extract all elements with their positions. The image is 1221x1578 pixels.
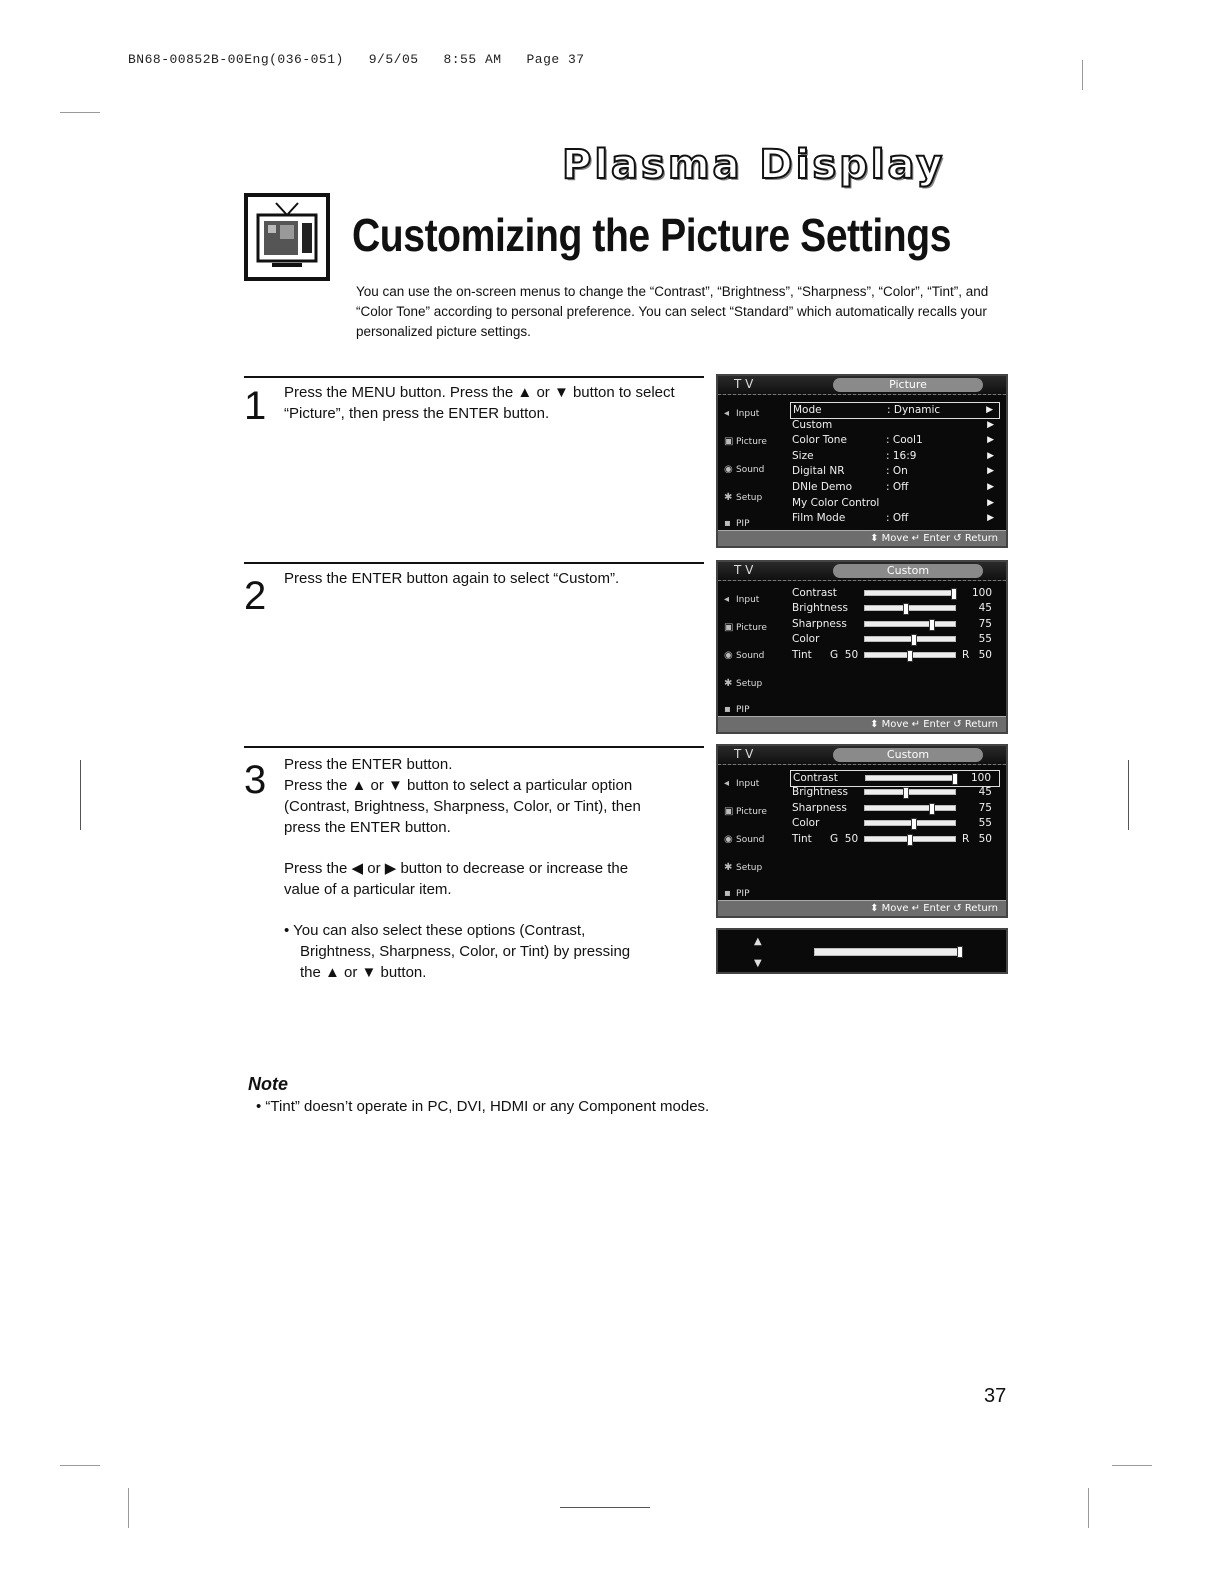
osd-side-setup: ✱ Setup	[724, 492, 763, 503]
level-bar	[864, 605, 956, 611]
step-text-line: “Picture”, then press the ENTER button.	[284, 405, 550, 422]
osd-nav-hint: ⬍ Move ↵ Enter ↺ Return	[718, 900, 1006, 916]
osd-tab: Custom	[833, 748, 983, 762]
step-text-line: Press the ▲ or ▼ button to select a particular option	[284, 777, 633, 794]
brand-logo: Plasma Display	[562, 142, 946, 188]
step-number: 1	[244, 384, 267, 428]
osd-row-label: Color	[792, 817, 820, 830]
arrow-right-icon: ▶	[987, 450, 994, 461]
osd-side-input: ◂ Input	[724, 594, 760, 605]
osd-title-bar	[718, 746, 1006, 765]
osd-menu-row	[790, 496, 1000, 511]
step-text-line: (Contrast, Brightness, Sharpness, Color, or Tint), then	[284, 798, 641, 815]
osd-tab: Custom	[833, 564, 983, 578]
osd-side-pip: ▪ PIP	[724, 518, 750, 529]
level-bar	[864, 652, 956, 658]
osd-row-label: My Color Control	[792, 496, 880, 509]
osd-nav-hint: ⬍ Move ↵ Enter ↺ Return	[718, 716, 1006, 732]
slider-knob	[957, 946, 963, 958]
osd-title-bar	[718, 376, 1006, 395]
osd-menu-row	[790, 511, 1000, 526]
crop-mark	[60, 1465, 100, 1466]
tint-red-label: R	[962, 648, 970, 661]
crop-mark	[128, 1488, 129, 1528]
step-bullet-line: Brightness, Sharpness, Color, or Tint) by pressing	[300, 943, 631, 960]
slider-track	[814, 948, 962, 956]
osd-side-sound: ◉ Sound	[724, 464, 765, 475]
osd-row-label: Color	[792, 633, 820, 646]
osd-row-value: 100	[971, 587, 992, 599]
osd-row-label: Mode	[793, 404, 822, 416]
osd-side-pip: ▪ PIP	[724, 704, 750, 715]
arrow-right-icon: ▶	[987, 419, 994, 430]
level-knob	[911, 818, 917, 830]
osd-side-setup: ✱ Setup	[724, 862, 763, 873]
osd-row-label: Brightness	[792, 602, 848, 615]
step-bullet-line: the ▲ or ▼ button.	[300, 964, 427, 981]
level-bar	[865, 775, 957, 781]
step-divider	[244, 376, 704, 378]
step-divider	[244, 562, 704, 564]
osd-custom-menu-selected	[716, 744, 1008, 918]
osd-slider-row	[790, 632, 1000, 647]
step-bullet-line: • You can also select these options (Contrast,	[284, 922, 586, 939]
osd-slider-row	[790, 617, 1000, 632]
osd-row-value: : Cool1	[886, 434, 923, 447]
osd-row-value: 75	[978, 801, 992, 814]
osd-tv-label: T V	[734, 563, 754, 577]
osd-row-label: Brightness	[792, 786, 848, 799]
level-bar	[864, 590, 956, 596]
tint-green-label: G 50	[830, 648, 859, 661]
registration-mark	[1128, 760, 1129, 830]
osd-menu-row	[790, 464, 1000, 479]
osd-side-input: ◂ Input	[724, 408, 760, 419]
osd-row-label: Sharpness	[792, 801, 847, 814]
osd-row-value: 45	[978, 602, 992, 615]
osd-menu-row	[790, 433, 1000, 448]
tint-green-label: G 50	[830, 832, 859, 845]
down-arrow-icon: ▼	[754, 958, 762, 969]
level-bar	[864, 805, 956, 811]
osd-row-label: Contrast	[792, 587, 837, 599]
arrow-right-icon: ▶	[987, 482, 994, 492]
osd-slider-row-tint	[790, 832, 1000, 847]
osd-side-pip: ▪ PIP	[724, 888, 750, 899]
level-knob	[907, 650, 913, 662]
level-knob	[903, 603, 909, 615]
note-text: • “Tint” doesn’t operate in PC, DVI, HDMI or any Component modes.	[256, 1098, 710, 1115]
step-number: 2	[244, 574, 267, 618]
osd-row-value: : Off	[886, 512, 909, 525]
osd-slider-row-tint	[790, 648, 1000, 663]
osd-menu-row	[790, 480, 1000, 495]
level-knob	[929, 619, 935, 631]
crop-mark	[1112, 1465, 1152, 1466]
osd-side-setup: ✱ Setup	[724, 678, 763, 689]
page-number: 37	[984, 1385, 1007, 1407]
level-knob	[929, 803, 935, 815]
print-header: BN68-00852B-00Eng(036-051) 9/5/05 8:55 AM Page 37	[128, 52, 585, 67]
arrow-right-icon: ▶	[987, 513, 994, 524]
osd-tab: Picture	[833, 378, 983, 392]
osd-row-label: Film Mode	[792, 512, 846, 525]
osd-side-picture: ▣ Picture	[724, 622, 767, 633]
crop-mark	[1082, 60, 1083, 90]
osd-menu-row	[790, 418, 1000, 433]
intro-paragraph: You can use the on-screen menus to change the “Contrast”, “Brightness”, “Sharpness”, “Color”, “Tint”, and “Color Tone” according to personal preference. You can select “Standard” which automatically recalls your personalized picture settings.	[356, 284, 989, 339]
osd-menu-row	[790, 402, 1000, 419]
osd-tv-label: T V	[734, 377, 754, 391]
level-knob	[911, 634, 917, 646]
osd-row-value: : 16:9	[886, 449, 917, 462]
arrow-right-icon: ▶	[987, 435, 994, 446]
step-text-line: press the ENTER button.	[284, 819, 451, 836]
osd-row-label: Size	[792, 449, 814, 462]
step-divider	[244, 746, 704, 748]
osd-row-value: : Off	[886, 481, 909, 493]
crop-mark	[1088, 1488, 1089, 1528]
arrow-right-icon: ▶	[987, 497, 994, 508]
osd-nav-hint: ⬍ Move ↵ Enter ↺ Return	[718, 530, 1006, 546]
step-2-text	[284, 568, 714, 589]
crop-mark	[60, 112, 100, 113]
osd-row-label: Custom	[792, 418, 833, 431]
osd-slider-row	[790, 785, 1000, 800]
osd-row-label: Contrast	[793, 772, 838, 784]
registration-mark	[560, 1507, 650, 1508]
osd-side-picture: ▣ Picture	[724, 436, 767, 447]
osd-row-value: 100	[970, 772, 991, 784]
osd-row-label: Tint	[792, 648, 812, 661]
level-bar	[864, 836, 956, 842]
osd-picture-menu	[716, 374, 1008, 548]
page-title: Customizing the Picture Settings	[352, 209, 952, 261]
osd-row-value: 50	[978, 832, 992, 845]
note-heading: Note	[248, 1074, 288, 1094]
osd-row-value: : Dynamic	[887, 404, 941, 416]
level-bar	[864, 636, 956, 642]
tint-red-label: R	[962, 832, 970, 845]
tv-icon	[244, 193, 330, 281]
up-arrow-icon: ▲	[754, 936, 762, 947]
osd-custom-menu	[716, 560, 1008, 734]
osd-slider-row	[790, 586, 1000, 601]
step-text-line: Press the ENTER button.	[284, 756, 453, 773]
osd-row-value: 55	[978, 633, 992, 646]
osd-row-label: DNIe Demo	[792, 481, 853, 493]
osd-title-bar	[718, 562, 1006, 581]
level-knob	[903, 787, 909, 799]
step-text-line: Press the ENTER button again to select “Custom”.	[284, 570, 620, 587]
step-number: 3	[244, 758, 267, 802]
level-knob	[952, 773, 958, 785]
registration-mark	[80, 760, 81, 830]
osd-side-picture: ▣ Picture	[724, 806, 767, 817]
step-text-line: Press the MENU button. Press the ▲ or ▼ button to select	[284, 384, 675, 401]
osd-side-sound: ◉ Sound	[724, 650, 765, 661]
osd-row-value: 75	[978, 617, 992, 630]
osd-slider-row	[790, 816, 1000, 831]
level-bar	[864, 789, 956, 795]
osd-row-label: Sharpness	[792, 617, 847, 630]
osd-row-label: Color Tone	[792, 434, 847, 447]
level-knob	[951, 588, 957, 600]
level-bar	[864, 820, 956, 826]
osd-row-value: : On	[886, 465, 908, 478]
step-3-text	[284, 754, 714, 983]
osd-adjust-slider	[716, 928, 1008, 974]
step-1-text	[284, 382, 714, 424]
step-text-line: value of a particular item.	[284, 881, 452, 898]
step-text-line: Press the ◀ or ▶ button to decrease or increase the	[284, 860, 629, 877]
arrow-right-icon: ▶	[986, 405, 993, 415]
level-knob	[907, 834, 913, 846]
osd-row-value: 55	[978, 817, 992, 830]
osd-row-value: 50	[978, 648, 992, 661]
osd-row-value: 45	[978, 786, 992, 799]
osd-side-sound: ◉ Sound	[724, 834, 765, 845]
osd-row-label: Digital NR	[792, 465, 845, 478]
arrow-right-icon: ▶	[987, 466, 994, 477]
osd-menu-row	[790, 449, 1000, 464]
osd-slider-row	[790, 801, 1000, 816]
level-bar	[864, 621, 956, 627]
osd-slider-row	[790, 601, 1000, 616]
osd-row-label: Tint	[792, 832, 812, 845]
osd-tv-label: T V	[734, 747, 754, 761]
osd-side-input: ◂ Input	[724, 778, 760, 789]
